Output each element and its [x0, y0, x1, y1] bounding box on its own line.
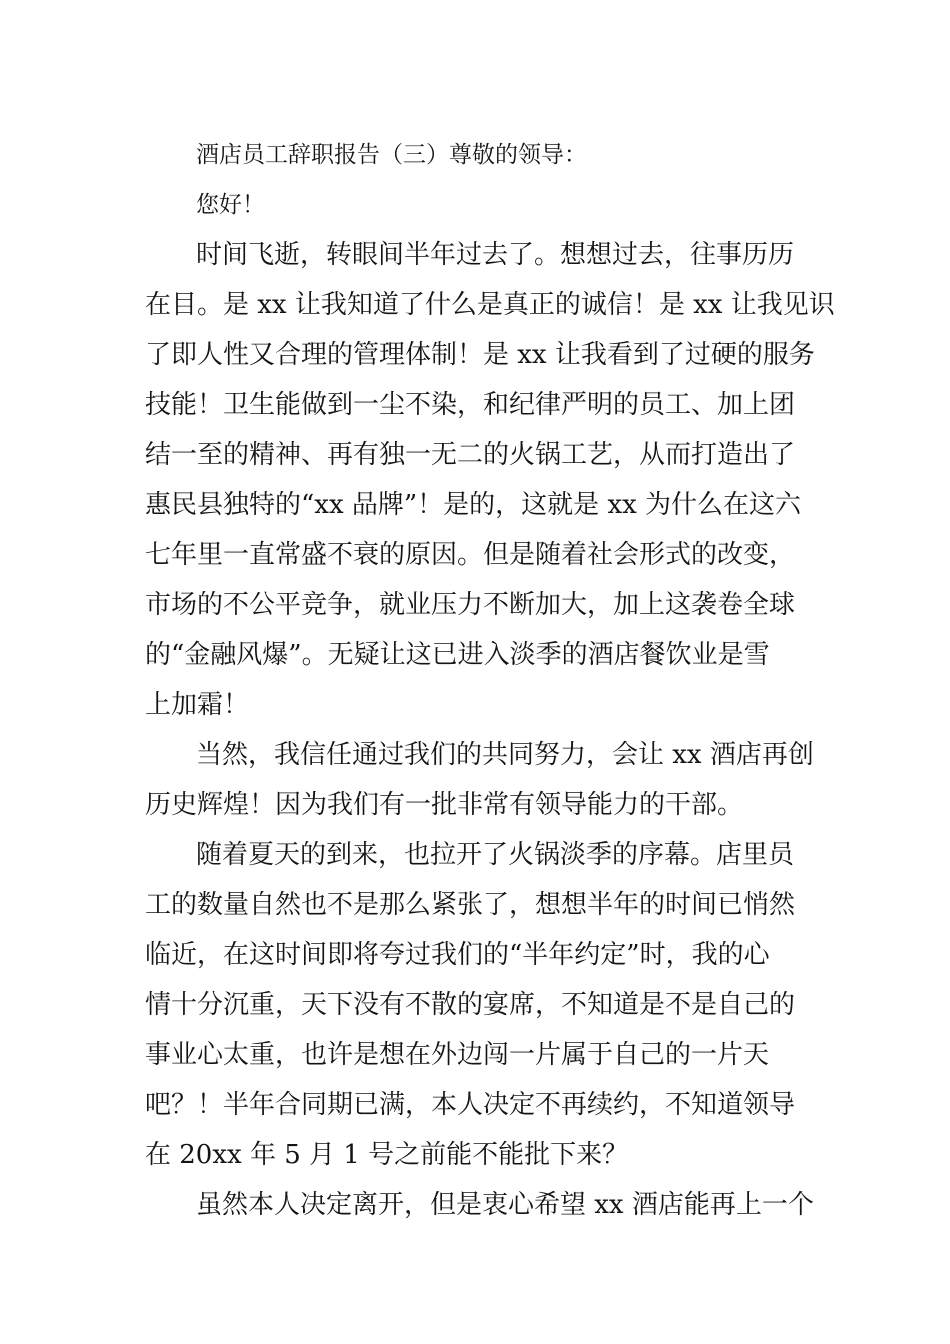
paragraph1-line: 市场的不公平竞争，就业压力不断加大，加上这袭卷全球: [145, 590, 796, 620]
paragraph1-line: 技能！卫生能做到一尘不染，和纪律严明的员工、加上团: [145, 390, 796, 420]
paragraph3-line: 在 20xx 年 5 月 1 号之前能不能批下来？: [145, 1140, 629, 1170]
paragraph3-line: 随着夏天的到来，也拉开了火锅淡季的序幕。店里员: [196, 840, 795, 870]
paragraph1-line: 在目。是 xx 让我知道了什么是真正的诚信！是 xx 让我见识: [145, 290, 835, 320]
paragraph3-line: 临近，在这时间即将夸过我们的“半年约定”时，我的心: [145, 940, 770, 970]
paragraph3-line: 情十分沉重，天下没有不散的宴席，不知道是不是自己的: [145, 990, 796, 1020]
paragraph2-line: 当然，我信任通过我们的共同努力，会让 xx 酒店再创: [196, 740, 814, 770]
paragraph1-line: 时间飞逝，转眼间半年过去了。想想过去，往事历历: [196, 240, 795, 270]
document-title: 酒店员工辞职报告（三）尊敬的领导：: [196, 142, 587, 168]
paragraph1-line: 了即人性又合理的管理体制！是 xx 让我看到了过硬的服务: [145, 340, 815, 370]
paragraph3-line: 工的数量自然也不是那么紧张了，想想半年的时间已悄然: [145, 890, 796, 920]
paragraph3-line: 事业心太重，也许是想在外边闯一片属于自己的一片天: [145, 1040, 770, 1070]
greeting: 您好！: [196, 192, 265, 218]
paragraph1-line: 七年里一直常盛不衰的原因。但是随着社会形式的改变，: [145, 540, 796, 570]
paragraph1-line: 上加霜！: [145, 690, 250, 720]
paragraph3-line: 吧？！半年合同期已满，本人决定不再续约，不知道领导: [145, 1090, 796, 1120]
paragraph2-line: 历史辉煌！因为我们有一批非常有领导能力的干部。: [145, 790, 744, 820]
paragraph4-line: 虽然本人决定离开，但是衷心希望 xx 酒店能再上一个: [196, 1190, 814, 1220]
paragraph1-line: 的“金融风爆”。无疑让这已进入淡季的酒店餐饮业是雪: [145, 640, 770, 670]
paragraph1-line: 结一至的精神、再有独一无二的火锅工艺，从而打造出了: [145, 440, 796, 470]
paragraph1-line: 惠民县独特的“xx 品牌”！是的，这就是 xx 为什么在这六: [145, 490, 802, 520]
